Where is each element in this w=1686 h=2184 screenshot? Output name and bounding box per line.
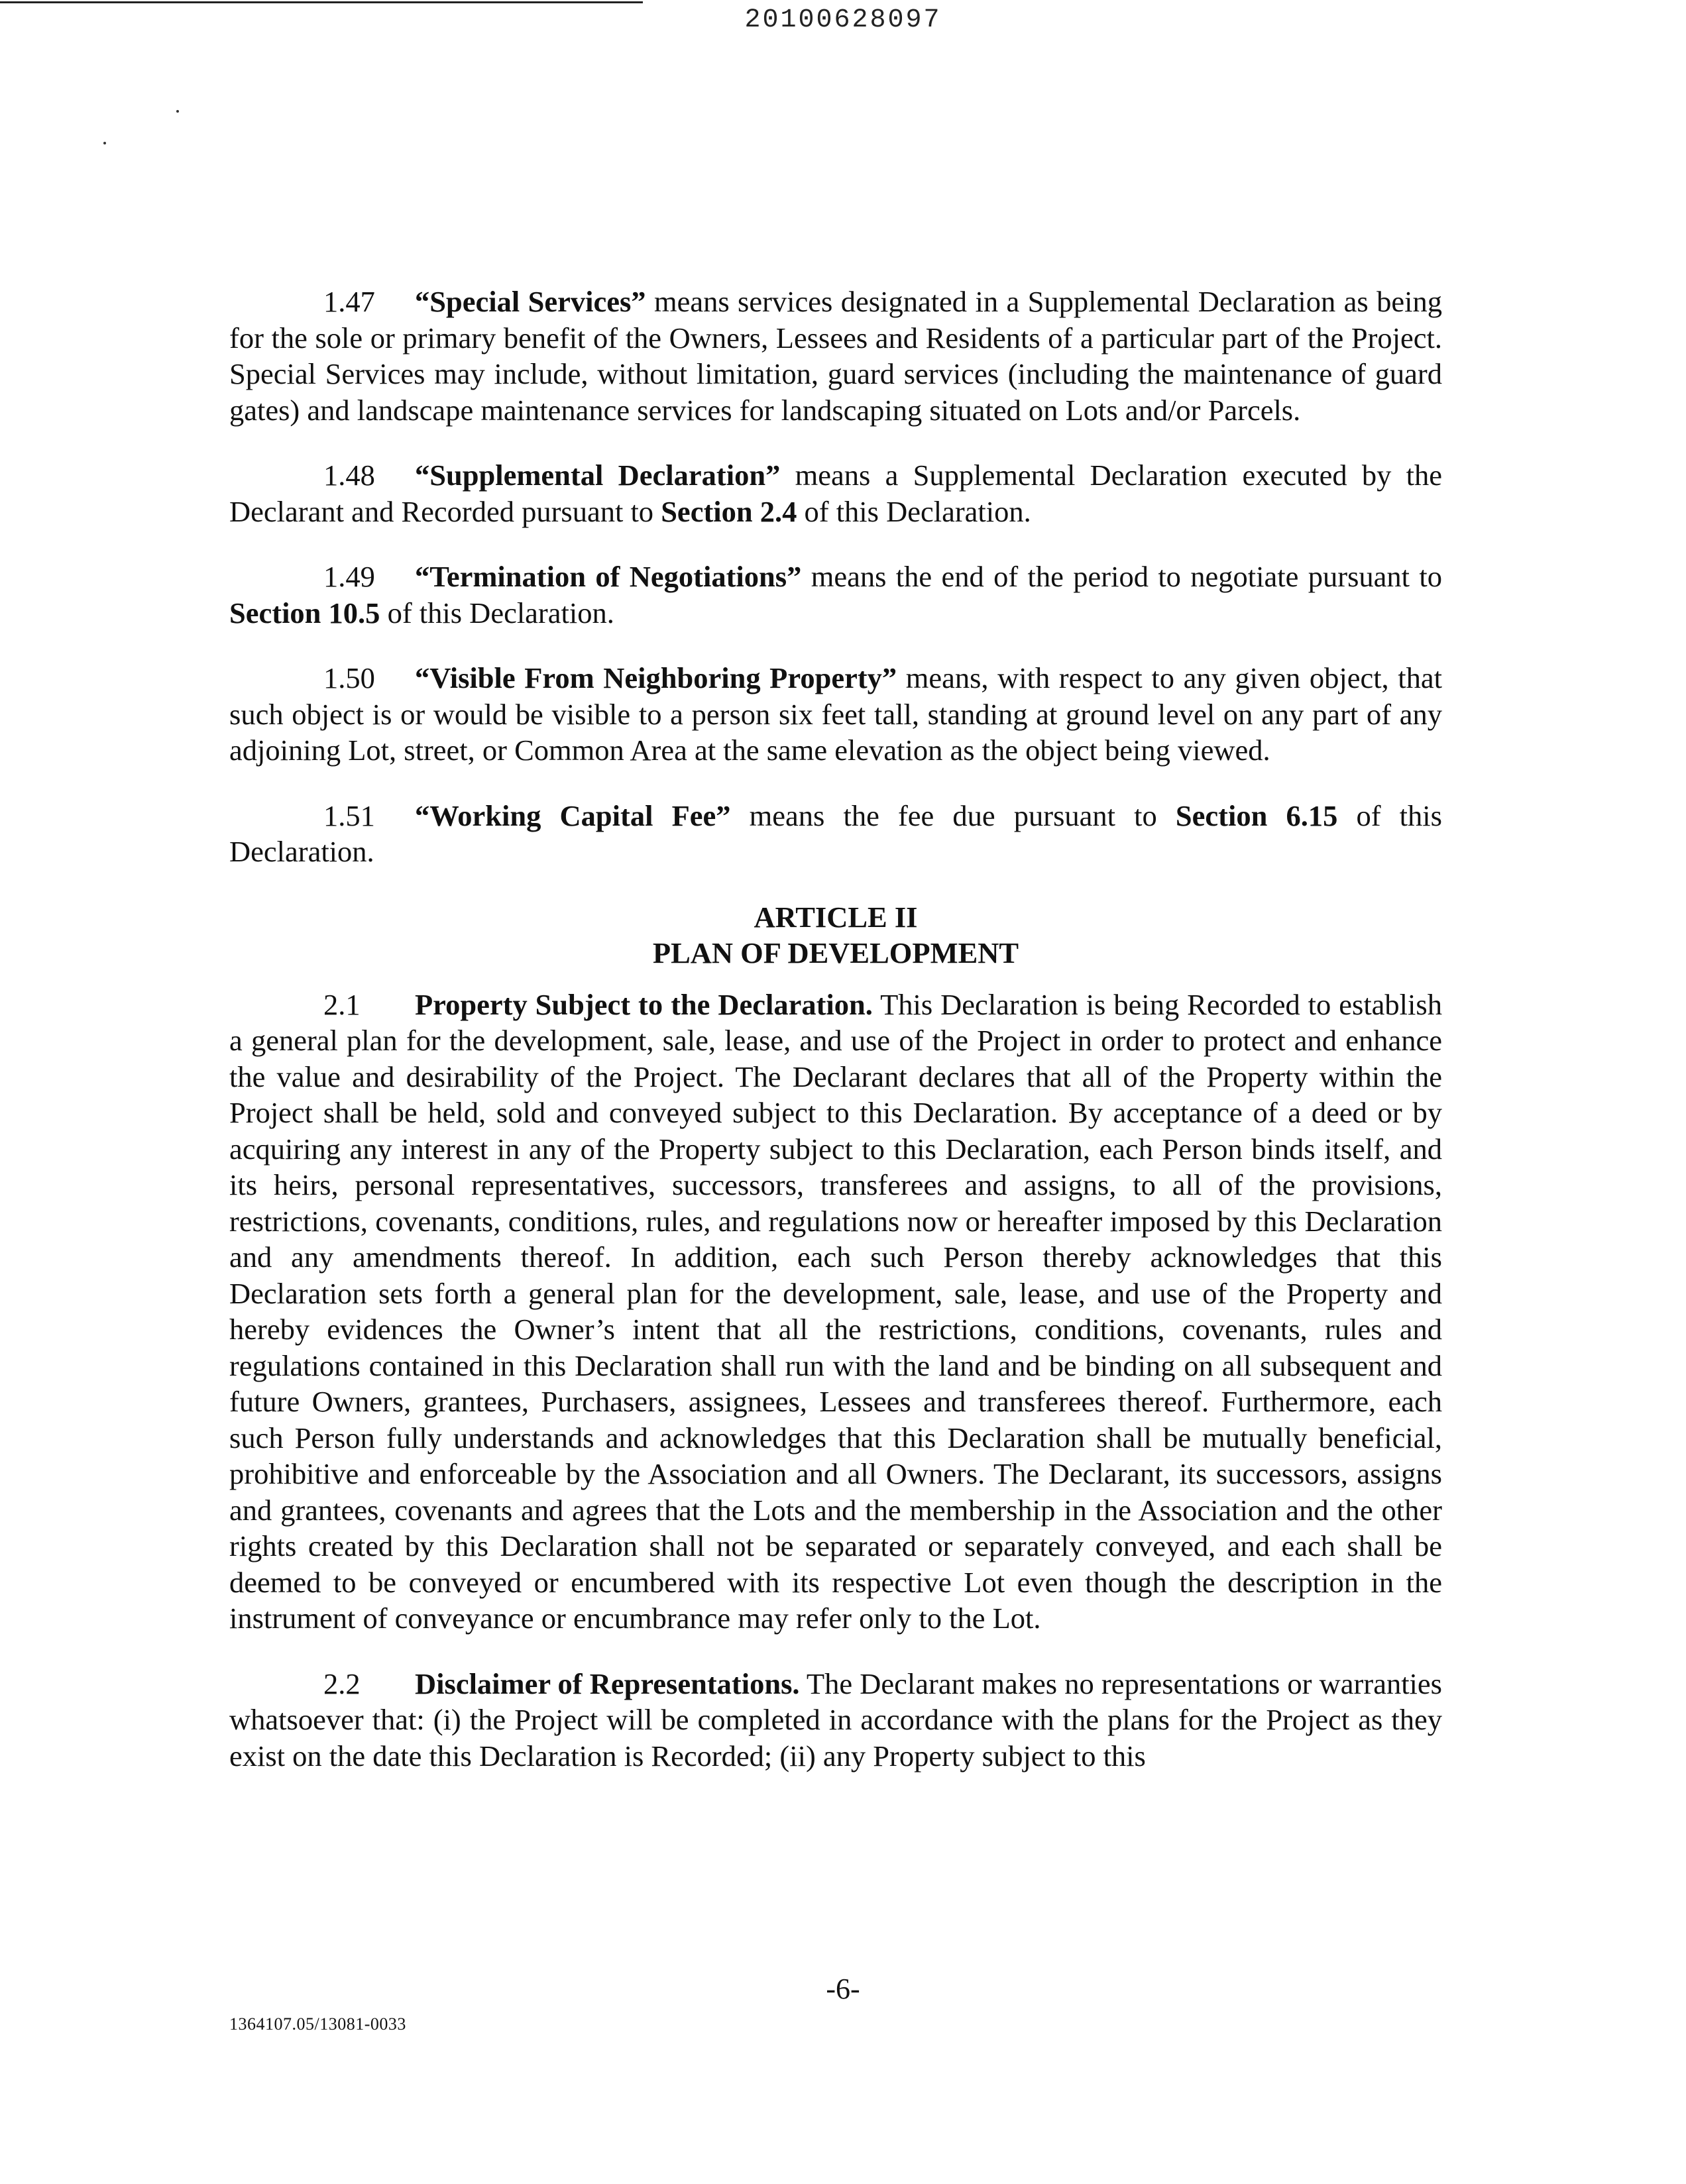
section-number: 1.51 <box>323 798 375 832</box>
section-reference: Section 6.15 <box>1175 798 1338 832</box>
section-number: 1.48 <box>323 459 375 492</box>
defined-term: “Termination of Negotiations” <box>415 560 802 593</box>
page-number: -6- <box>826 1973 860 2005</box>
document-body <box>229 284 1442 1803</box>
definition-text: means the end of the period to negotiate pursuant to <box>801 560 1442 593</box>
section-reference: Section 2.4 <box>661 494 797 528</box>
article-title: PLAN OF DEVELOPMENT <box>652 936 1019 969</box>
top-rule <box>0 1 643 3</box>
section-number: 2.1 <box>323 987 361 1021</box>
scan-speck <box>176 110 179 113</box>
definition-text: means, with respect to any given object, that such object is or would be visible to a person six feet tall, standing at ground level on any part of any adjoining Lot, street, or Common Area at the same elevation as the object being viewed. <box>229 661 1442 767</box>
article-heading <box>229 899 1442 971</box>
definition-1-49 <box>229 559 1442 631</box>
section-number: 1.49 <box>323 560 375 593</box>
section-2-2 <box>229 1666 1442 1774</box>
defined-term: “Visible From Neighboring Property” <box>415 661 897 694</box>
definition-1-50 <box>229 660 1442 769</box>
definition-text: means the fee due pursuant to <box>730 798 1176 832</box>
section-number: 2.2 <box>323 1666 361 1700</box>
section-number: 1.50 <box>323 661 375 694</box>
section-heading: Property Subject to the Declaration. <box>415 987 873 1021</box>
definition-text: of this Declaration. <box>797 494 1031 528</box>
definition-text: means a Supplemental Declaration executed by the Declarant and Recorded pursuant to <box>229 459 1443 528</box>
definition-1-47 <box>229 284 1442 428</box>
defined-term: “Working Capital Fee” <box>415 798 731 832</box>
definition-1-51 <box>229 798 1442 870</box>
section-number: 1.47 <box>323 285 375 318</box>
section-text: This Declaration is being Recorded to establish a general plan for the development, sale, lease, and use of the Project in order to protect and enhance the value and desirability of the Project. The Declarant declares that all of the Property within the Project shall be held, sold and conveyed subject to this Declaration. By acceptance of a deed or by acquiring any interest in any of the Property subject to this Declaration, each Person binds itself, and its heirs, personal representatives, successors, transferees and assigns, to all of the provisions, restrictions, covenants, conditions, rules, and regulations now or hereafter imposed by this Declaration and any amendments thereof. In addition, each such Person thereby acknowledges that this Declaration sets forth a general plan for the development, sale, lease, and use of the Property and hereby evidences the Owner’s intent that all the restrictions, conditions, covenants, rules and regulations contained in this Declaration shall run with the land and be binding on all subsequent and future Owners, grantees, Purchasers, assignees, Lessees and transferees thereof. Furthermore, each such Person fully understands and acknowledges that this Declaration shall be mutually beneficial, prohibitive and enforceable by the Association and all Owners. The Declarant, its successors, assigns and grantees, covenants and agrees that the Lots and the membership in the Association and the other rights created by this Declaration shall not be separated or separately conveyed, and each shall be deemed to be conveyed or encumbered with its respective Lot even though the description in the instrument of conveyance or encumbrance may refer only to the Lot. <box>229 987 1442 1635</box>
article-number: ARTICLE II <box>754 900 918 934</box>
scan-speck <box>103 142 106 144</box>
defined-term: “Special Services” <box>415 285 646 318</box>
definition-text: of this Declaration. <box>229 798 1442 868</box>
section-reference: Section 10.5 <box>229 596 380 629</box>
definition-text: means services designated in a Supplemental Declaration as being for the sole or primary benefit of the Owners, Lessees and Residents of a particular part of the Project. Special Services may include, without limitation, guard services (including the maintenance of guard gates) and landscape maintenance services for landscaping situated on Lots and/or Parcels. <box>229 285 1442 427</box>
defined-term: “Supplemental Declaration” <box>415 459 781 492</box>
recording-number: 20100628097 <box>744 5 942 35</box>
section-text: The Declarant makes no representations or warranties whatsoever that: (i) the Project will be completed in accordance with the plans for the Project as they exist on the date this Declaration is Recorded; (ii) any Property subject to this <box>229 1666 1442 1773</box>
document-id: 1364107.05/13081-0033 <box>229 2014 406 2034</box>
definition-1-48 <box>229 457 1442 529</box>
section-2-1 <box>229 987 1442 1637</box>
section-heading: Disclaimer of Representations. <box>415 1666 800 1700</box>
definition-text: of this Declaration. <box>380 596 614 629</box>
